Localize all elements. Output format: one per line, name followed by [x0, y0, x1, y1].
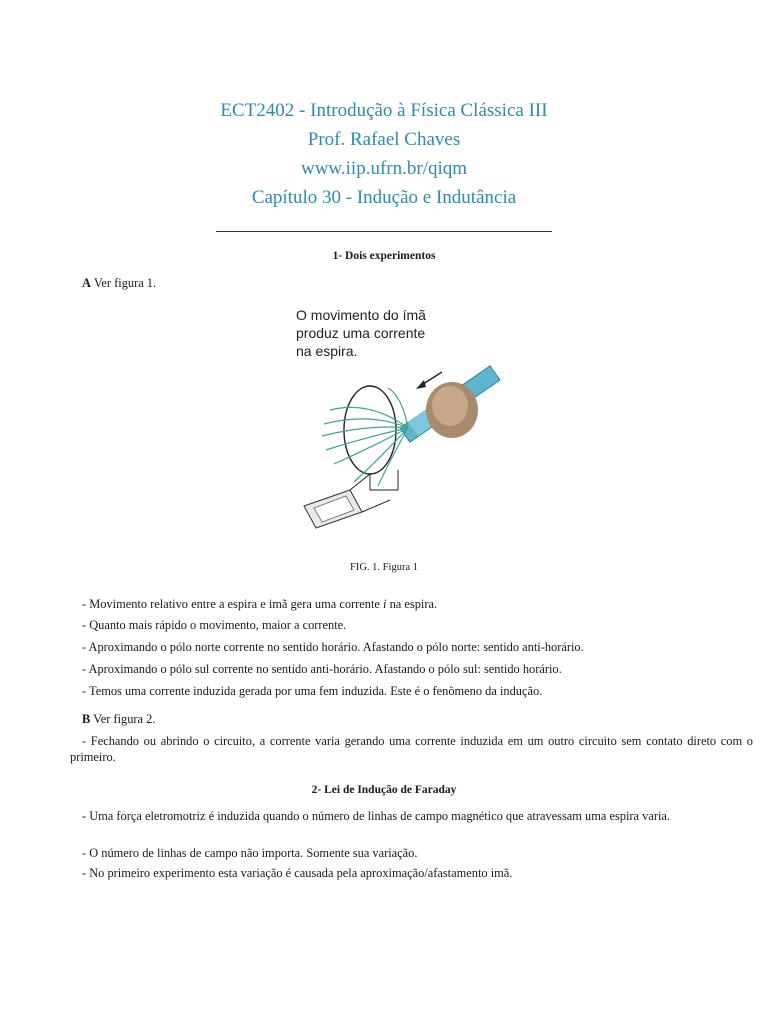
figure-text-line-1: O movimento do ímã [296, 307, 426, 323]
figure-1 [290, 300, 504, 532]
section-1-bullet-5: - Temos uma corrente induzida gerada por uma fem induzida. Este é o fenômeno da indução. [82, 684, 543, 698]
part-b-paragraph: - Fechando ou abrindo o circuito, a corrente varia gerando uma corrente induzida em um outro circuito sem contato direto com o primeiro. [70, 734, 753, 764]
part-b-label: B [82, 712, 91, 726]
bullet-1-tail: na espira. [386, 597, 438, 611]
part-a-line [82, 276, 690, 292]
figure-1-caption: FIG. 1. Figura 1 [350, 562, 418, 573]
bullet-1-text: - Movimento relativo entre a espira e imã gera uma corrente [82, 597, 384, 611]
professor-name: Prof. Rafael Chaves [307, 129, 461, 150]
website-link[interactable]: www.iip.ufrn.br/qiqm [300, 158, 468, 179]
part-b-line [82, 712, 690, 728]
section-1-title: 1- Dois experimentos [332, 250, 436, 262]
figure-text-line-3: na espira. [296, 343, 358, 359]
section-1-bullet-2: - Quanto mais rápido o movimento, maior a corrente. [82, 618, 347, 632]
section-2-bullet-1: - O número de linhas de campo não importa. Somente sua variação. [82, 846, 418, 860]
section-2-title: 2- Lei de Indução de Faraday [311, 784, 457, 796]
hand-shape [426, 382, 478, 438]
part-a-text: Ver figura 1. [90, 276, 157, 290]
course-title: ECT2402 - Introdução à Física Clássica III [220, 100, 548, 121]
magnet-loop-illustration [290, 300, 504, 532]
section-1-bullet-3: - Aproximando o pólo norte corrente no sentido horário. Afastando o pólo norte: sentido anti-horário. [82, 640, 584, 654]
section-2-paragraph-1: - Uma força eletromotriz é induzida quando o número de linhas de campo magnético que atravessam uma espira varia. [82, 809, 670, 823]
section-1-bullet-4: - Aproximando o pólo sul corrente no sentido anti-horário. Afastando o pólo sul: sentido horário. [82, 662, 562, 676]
chapter-title: Capítulo 30 - Indução e Indutância [251, 187, 517, 208]
document-header [0, 96, 768, 212]
section-1-bullet-1 [82, 597, 690, 613]
galvanometer [304, 474, 390, 528]
header-divider [216, 231, 552, 232]
current-variable: i [383, 597, 387, 611]
section-2-bullet-2: - No primeiro experimento esta variação é causada pela aproximação/afastamento imã. [82, 866, 513, 880]
figure-text-line-2: produz uma corrente [296, 325, 426, 341]
part-a-label: A [82, 276, 91, 290]
part-b-text: Ver figura 2. [90, 712, 156, 726]
